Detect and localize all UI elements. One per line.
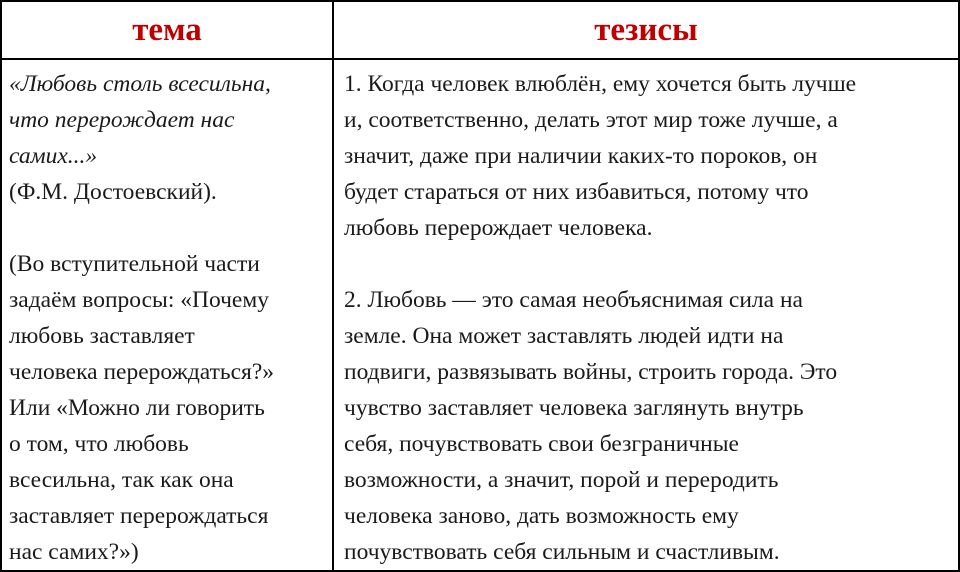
note-line: задаём вопросы: «Почему bbox=[9, 287, 269, 313]
header-row bbox=[1, 1, 959, 59]
quote-line: что перерождает нас bbox=[9, 107, 235, 133]
note-line: заставляет перерождаться bbox=[9, 503, 269, 529]
note-line: всесильна, так как она bbox=[9, 467, 234, 493]
quote-line: «Любовь столь всесильна, bbox=[9, 71, 271, 97]
thesis-2-line: земле. Она может заставлять людей идти на bbox=[344, 323, 784, 349]
note-line: любовь заставляет bbox=[9, 323, 195, 349]
thesis-2-line: человека заново, дать возможность ему bbox=[344, 503, 739, 529]
theme-cell bbox=[1, 59, 333, 571]
theses-cell bbox=[333, 59, 959, 571]
thesis-2-line: почувствовать себя сильным и счастливым. bbox=[344, 539, 780, 565]
thesis-2-line: 2. Любовь — это самая необъяснимая сила на bbox=[344, 287, 803, 313]
note-line: о том, что любовь bbox=[9, 431, 189, 457]
quote-author: (Ф.М. Достоевский). bbox=[9, 179, 217, 205]
thesis-1-line: будет стараться от них избавиться, потому что bbox=[344, 179, 809, 205]
spacer bbox=[344, 246, 948, 282]
thesis-1-line: 1. Когда человек влюблён, ему хочется быть лучше bbox=[344, 71, 857, 97]
theme-header: тема bbox=[1, 1, 333, 59]
note-line: (Во вступительной части bbox=[9, 251, 260, 277]
theses-header: тезисы bbox=[333, 1, 959, 59]
thesis-2-line: себя, почувствовать свои безграничные bbox=[344, 431, 739, 457]
thesis-1-line: и, соответственно, делать этот мир тоже лучше, а bbox=[344, 107, 838, 133]
note-line: нас самих?») bbox=[9, 539, 139, 565]
thesis-1-line: любовь перерождает человека. bbox=[344, 215, 653, 241]
thesis-2-line: подвиги, развязывать войны, строить города. Это bbox=[344, 359, 838, 385]
thesis-1-line: значит, даже при наличии каких-то пороков, он bbox=[344, 143, 818, 169]
note-line: человека перерождаться?» bbox=[9, 359, 275, 385]
spacer bbox=[9, 210, 324, 246]
thesis-2-line: возможности, а значит, порой и переродить bbox=[344, 467, 779, 493]
quote-line: самих...» bbox=[9, 143, 98, 169]
thesis-2-line: чувство заставляет человека заглянуть внутрь bbox=[344, 395, 804, 421]
note-line: Или «Можно ли говорить bbox=[9, 395, 265, 421]
content-row bbox=[1, 59, 959, 571]
